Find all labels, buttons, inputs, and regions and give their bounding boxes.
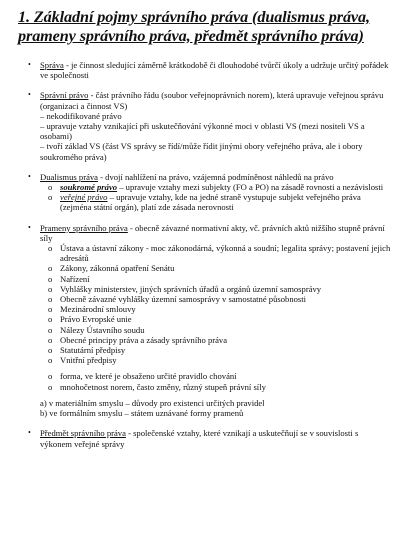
circle-bullet: o xyxy=(48,381,53,392)
section-predmet xyxy=(18,428,392,448)
circle-bullet: o xyxy=(48,294,53,305)
source-item xyxy=(40,304,392,314)
section-spravni-pravo xyxy=(18,90,392,161)
source-text: Zákony, zákonná opatření Senátu xyxy=(60,263,175,274)
term-verejne-pravo: veřejné právo xyxy=(60,192,108,203)
definition-text: - je činnost sledující záměrně krátkodobě či dlouhodobé tvůrčí úkoly a udržuje určitý pořádek ve společnosti xyxy=(40,60,389,81)
definition-text: - dvojí nahlížení na právo, vzájemná podmíněnost náhledů na právo xyxy=(98,171,334,182)
sub-item-soukrome xyxy=(40,182,392,192)
source-item xyxy=(40,284,392,294)
term-dualismus: Dualismus práva xyxy=(40,171,98,182)
bullet: • xyxy=(28,171,31,181)
definition-text: - část právního řádu (soubor veřejnoprávních norem), která upravuje veřejnou správu (organizaci a činnost VS) xyxy=(40,90,384,111)
sources-list xyxy=(40,243,392,365)
source-text: Statutární předpisy xyxy=(60,345,126,356)
term-prameny: Prameny správního práva xyxy=(40,222,128,233)
page-title: 1. Základní pojmy správního práva (dualismus práva, prameny správního práva, předmět správního práva) xyxy=(18,8,370,45)
circle-bullet: o xyxy=(48,324,53,335)
term-sprava: Správa xyxy=(40,60,64,70)
source-text: Mezinárodní smlouvy xyxy=(60,304,136,315)
source-text: Obecně závazné vyhlášky územní samosprávy v samostatné působnosti xyxy=(60,294,307,305)
definition-text: - obecně závazné normativní akty, vč. právních aktů nižšího stupně právní síly xyxy=(40,222,385,243)
circle-bullet: o xyxy=(48,371,53,382)
circle-bullet: o xyxy=(48,192,53,203)
dash-line: – tvoří základ VS (část VS správy se řídí/může řídit jinými obory veřejného práva, ale i obory soukromého práva) xyxy=(40,141,363,162)
circle-bullet: o xyxy=(48,334,53,345)
circle-bullet: o xyxy=(48,283,53,294)
meaning-b: b) ve formálním smyslu – státem uznávané formy pramenů xyxy=(40,408,244,419)
dash-line: – nekodifikované právo xyxy=(40,110,122,121)
source-item xyxy=(40,345,392,355)
dash-line: – upravuje vztahy vznikající při uskutečňování výkonné moci v oblasti VS (mezi nositeli VS a osobami) xyxy=(40,121,365,142)
source-item xyxy=(40,382,392,392)
term-spravni-pravo: Správní právo xyxy=(40,90,89,101)
circle-bullet: o xyxy=(48,263,53,274)
bullet: • xyxy=(28,90,31,100)
bullet: • xyxy=(28,222,31,232)
source-item xyxy=(40,294,392,304)
source-text: forma, ve které je obsaženo určité pravidlo chování xyxy=(60,371,237,382)
source-text: mnohočetnost norem, často změny, různý stupeň právní síly xyxy=(60,381,266,392)
bullet: • xyxy=(28,428,31,438)
source-item xyxy=(40,355,392,365)
source-text: Nařízení xyxy=(60,273,90,284)
circle-bullet: o xyxy=(48,304,53,315)
source-text: Právo Evropské unie xyxy=(60,314,132,325)
sources-list-2 xyxy=(40,371,392,391)
term-predmet: Předmět správního práva xyxy=(40,428,126,439)
source-item xyxy=(40,335,392,345)
source-text: Ústava a ústavní zákony - moc zákonodárná, výkonná a soudní; legalita správy; postavení jejich adresátů xyxy=(60,243,391,264)
source-text: Nálezy Ústavního soudu xyxy=(60,324,145,335)
bullet: • xyxy=(28,60,31,69)
section-dualismus xyxy=(18,172,392,213)
source-text: Vnitřní předpisy xyxy=(60,355,117,366)
circle-bullet: o xyxy=(48,355,53,366)
source-text: Vyhlášky ministerstev, jiných správních úřadů a orgánů územní samosprávy xyxy=(60,283,322,294)
circle-bullet: o xyxy=(48,182,53,193)
sub-text: – upravuje vztahy mezi subjekty (FO a PO) na zásadě rovnosti a nezávislosti xyxy=(117,182,384,193)
circle-bullet: o xyxy=(48,273,53,284)
source-item xyxy=(40,371,392,381)
source-item xyxy=(40,325,392,335)
section-prameny xyxy=(18,223,392,419)
source-item xyxy=(40,274,392,284)
source-text: Obecné principy práva a zásady správního práva xyxy=(60,334,228,345)
circle-bullet: o xyxy=(48,345,53,356)
meaning-a: a) v materiálním smyslu – důvody pro existenci určitých pravidel xyxy=(40,397,265,408)
definition-text: - společenské vztahy, které vznikají a uskutečňují se v souvislosti s výkonem veřejné správy xyxy=(40,428,359,449)
source-item xyxy=(40,243,392,263)
section-sprava xyxy=(18,60,392,80)
circle-bullet: o xyxy=(48,314,53,325)
sub-item-verejne xyxy=(40,192,392,212)
source-item xyxy=(40,314,392,324)
source-item xyxy=(40,263,392,273)
sub-text: – upravuje vztahy, kde na jedné straně vystupuje subjekt veřejného práva (zejména státní orgán), platí zde zásada nerovnosti xyxy=(60,192,361,213)
term-soukrome-pravo: soukromé právo xyxy=(60,182,118,193)
circle-bullet: o xyxy=(48,243,53,254)
